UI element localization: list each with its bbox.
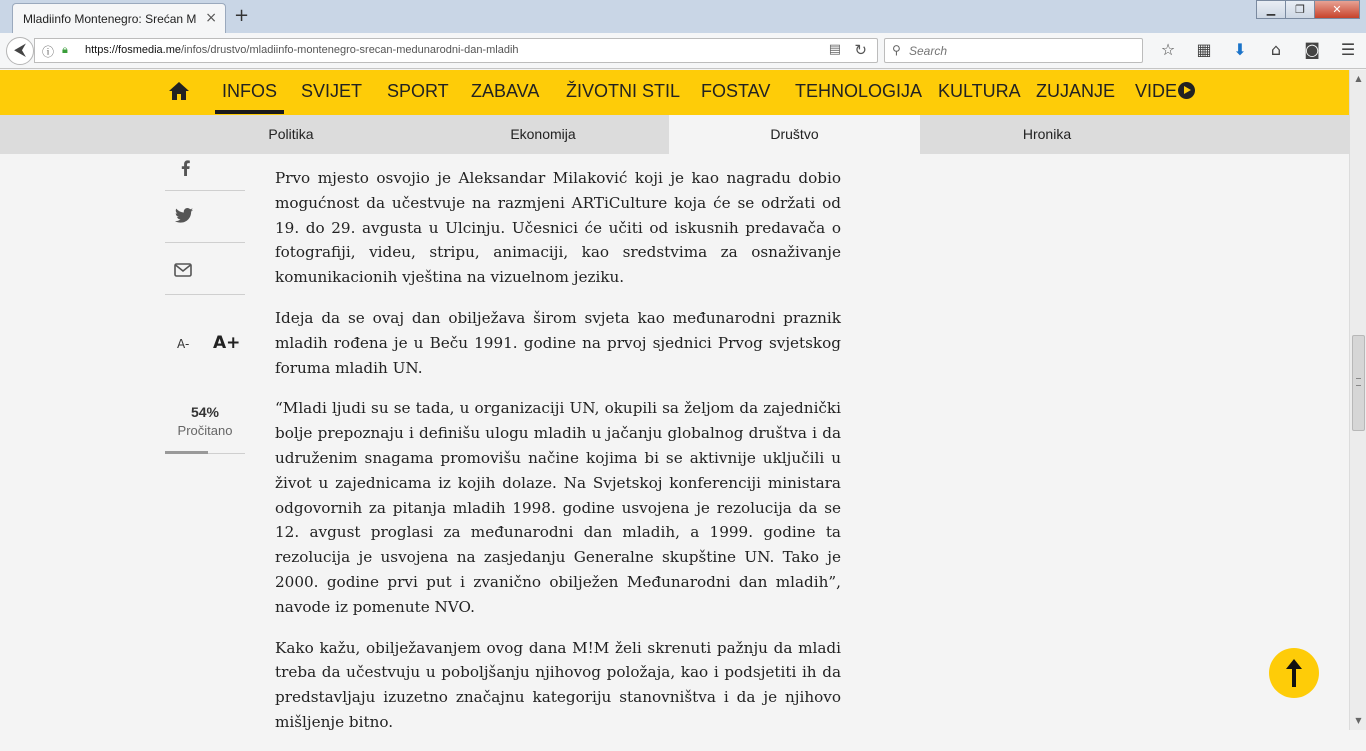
url-path: /infos/drustvo/mladiinfo-montenegro-srecan-medunarodni-dan-mladih	[181, 44, 519, 56]
window-controls	[1257, 0, 1360, 19]
tab-title: Mladiinfo Montenegro: Srećan M	[23, 12, 197, 26]
arrow-up-icon	[1282, 657, 1306, 689]
reading-progress	[165, 404, 245, 454]
pocket-icon[interactable]: ◙	[1304, 40, 1320, 59]
url-domain: https://fosmedia.me	[85, 44, 181, 56]
page-scrollbar[interactable]	[1349, 70, 1366, 730]
reader-view-icon[interactable]: ▤	[828, 42, 841, 57]
browser-navbar	[0, 33, 1366, 69]
url-text[interactable]	[85, 44, 519, 56]
minimize-button[interactable]: ▁	[1256, 0, 1286, 19]
nav-item-video-label: VIDE	[1135, 81, 1178, 101]
article-paragraph: Ideja da se ovaj dan obilježava širom svjeta kao međunarodni praznik mladih rođena je u Beču 1991. godine na prvoj sjednici Prvog svjetskog foruma mladih UN.	[275, 308, 841, 377]
font-decrease-button[interactable]: A-	[177, 337, 190, 351]
tab-close-icon[interactable]: ×	[205, 10, 217, 26]
reading-progress-bar	[165, 451, 245, 454]
reading-progress-percent: 54%	[190, 404, 220, 420]
menu-icon[interactable]: ☰	[1340, 40, 1356, 59]
facebook-icon	[181, 160, 190, 176]
browser-tabstrip	[0, 0, 1366, 33]
twitter-icon	[175, 208, 193, 223]
bookmarks-list-icon[interactable]: ▦	[1196, 40, 1212, 59]
nav-item-video[interactable]	[1135, 81, 1195, 102]
play-icon	[1178, 82, 1195, 99]
url-bar[interactable]	[34, 38, 878, 63]
nav-item-svijet[interactable]: SVIJET	[301, 81, 363, 101]
browser-tab[interactable]	[12, 3, 226, 33]
share-sidebar	[165, 154, 245, 295]
share-twitter[interactable]	[165, 191, 245, 243]
scroll-down-arrow-icon[interactable]: ▼	[1355, 716, 1362, 725]
home-icon[interactable]: ⌂	[1270, 40, 1282, 59]
new-tab-button[interactable]: +	[234, 5, 250, 26]
article-paragraph: “Mladi ljudi su se tada, u organizaciji UN, okupili sa željom da zajednički bolje prepoznaju i definišu ulogu mladih u jačanju globalnog društva i da udruženim snagama promovišu načine kojima bi se aktivnije uključili u život u zajednicama iz kojih dolaze. Na Svjetskoj konferenciji ministara odgovornih za pitanja mladih 1998. godine usvojena je rezolucija da se 12. avgust proglasi za međunarodni dan mladih, a 1999. godine ta rezolucija je usvojena na zasjedanju Generalne skupštine UN. Tako je 2000. godine prvi put i zvanično obilježen Međunarodni dan mladih”, navode iz pomenute NVO.	[275, 399, 841, 616]
maximize-button[interactable]: ❐	[1285, 0, 1315, 19]
close-window-button[interactable]: ✕	[1314, 0, 1360, 19]
scroll-up-arrow-icon[interactable]: ▲	[1355, 74, 1362, 83]
sub-nav-politika[interactable]: Politika	[268, 126, 314, 142]
font-increase-button[interactable]: A+	[213, 333, 241, 353]
site-home-icon[interactable]	[168, 81, 190, 101]
nav-item-tehnologija[interactable]: TEHNOLOGIJA	[795, 81, 923, 101]
nav-item-sport[interactable]: SPORT	[387, 81, 449, 101]
scrollbar-grip	[1356, 378, 1361, 386]
nav-item-zujanje[interactable]: ZUJANJE	[1036, 81, 1116, 101]
search-input[interactable]	[909, 42, 1134, 59]
browser-toolbar	[1150, 39, 1366, 61]
article-paragraph: Kako kažu, obilježavanjem ovog dana M!M želi skrenuti pažnju da mladi treba da učestvuju u poboljšanju njihovog položaja, kao i podsjetiti ih da predstavljaju izuzetno značajnu kategoriju stanovništva i da je njihovo mišljenje bitno.	[275, 638, 841, 731]
article-paragraph: Prvo mjesto osvojio je Aleksandar Milaković koji je kao nagradu dobio mogućnost da učestvuje na razmjeni ARTiCulture koja će se održati od 19. do 29. avgusta u Ulcinju. Učesnici će učiti od iskusnih predavača o fotografiji, videu, stripu, animaciji, kao sredstvima za osnaživanje komunikacionih vještina na vizuelnom jeziku.	[275, 169, 841, 287]
share-email[interactable]	[165, 243, 245, 295]
sub-nav-hronika[interactable]: Hronika	[1022, 126, 1072, 142]
downloads-icon[interactable]: ⬇	[1233, 40, 1247, 59]
back-button[interactable]: ⮜	[6, 37, 34, 65]
font-size-controls	[165, 332, 245, 360]
nav-item-zabava[interactable]: ZABAVA	[471, 81, 540, 101]
search-icon: ⚲	[892, 43, 901, 57]
article-body	[275, 166, 841, 751]
sub-nav	[0, 115, 1366, 154]
scroll-to-top-button[interactable]	[1269, 648, 1319, 698]
nav-item-infos[interactable]: INFOS	[222, 81, 278, 101]
search-bar[interactable]	[884, 38, 1143, 63]
sub-nav-drustvo[interactable]: Društvo	[669, 115, 920, 154]
scrollbar-thumb[interactable]	[1352, 335, 1365, 431]
lock-icon: 🔒︎	[62, 43, 68, 56]
nav-item-kultura[interactable]: KULTURA	[938, 81, 1021, 101]
nav-item-fostav[interactable]: FOSTAV	[701, 81, 771, 101]
info-icon[interactable]: ⓘ	[42, 45, 55, 59]
bookmark-star-icon[interactable]: ☆	[1160, 40, 1176, 59]
nav-item-zivotni-stil[interactable]: ŽIVOTNI STIL	[566, 81, 681, 101]
sub-nav-ekonomija[interactable]: Ekonomija	[510, 126, 576, 142]
reading-progress-label: Pročitano	[177, 423, 233, 438]
reload-icon[interactable]: ↻	[854, 41, 867, 59]
site-main-nav	[0, 70, 1366, 115]
reading-progress-fill	[165, 451, 208, 454]
share-facebook[interactable]	[165, 154, 245, 191]
email-icon	[174, 263, 192, 277]
